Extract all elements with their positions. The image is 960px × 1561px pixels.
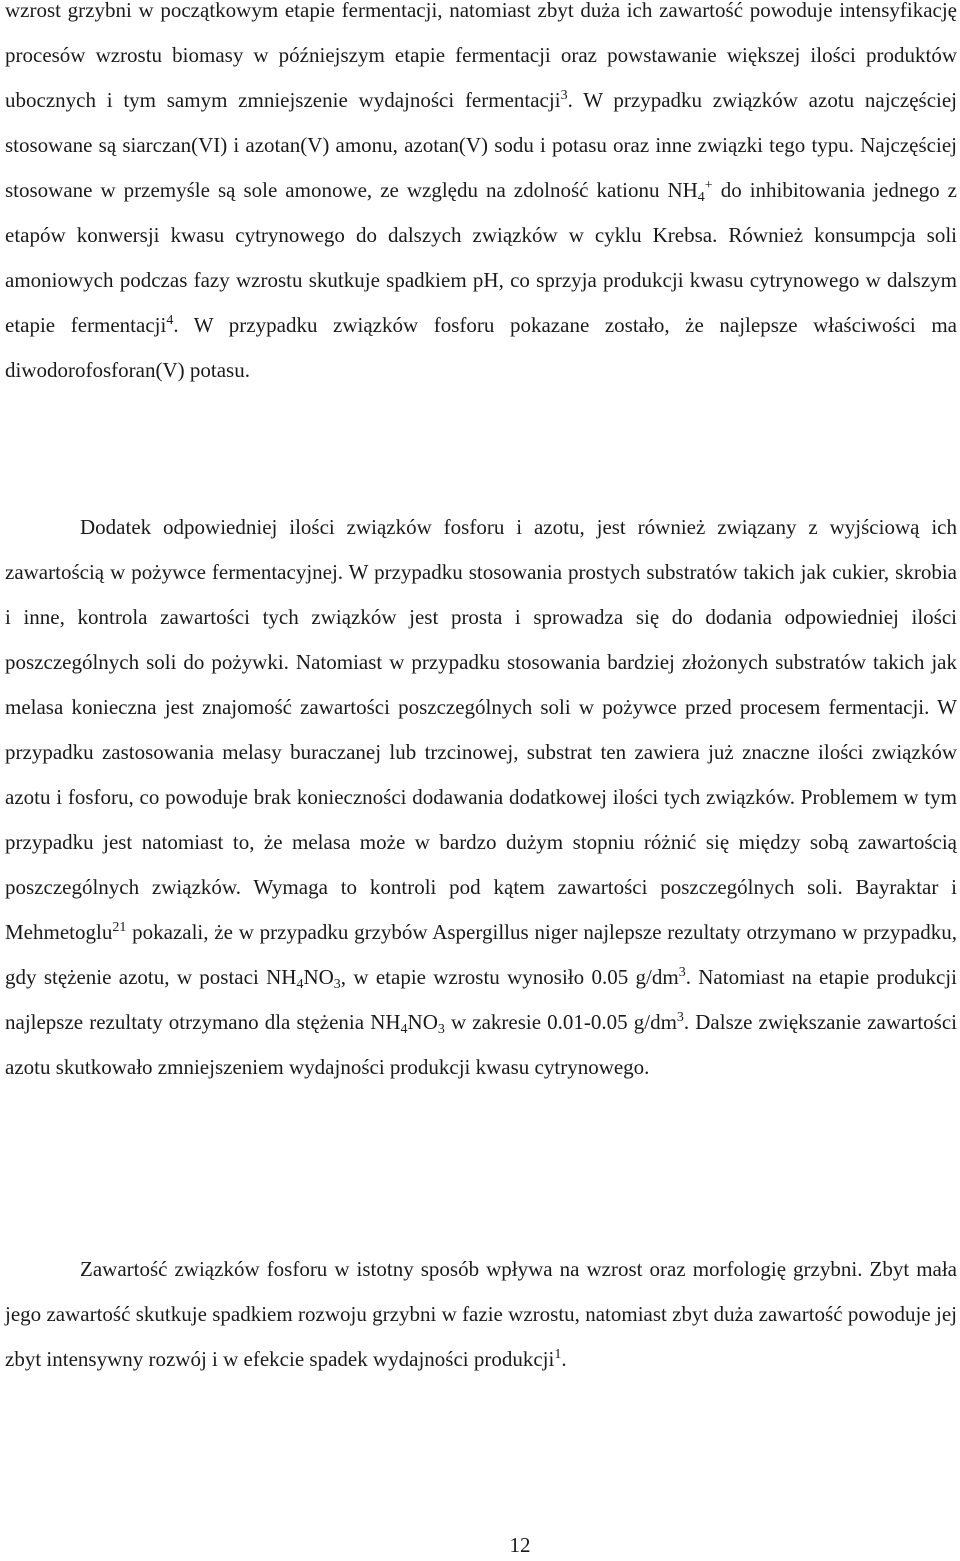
text-span: do inhibitowania jednego z etapów konwersji kwasu cytrynowego do dalszych związków w cyklu Krebsa. Również konsumpcja soli amoniowych podczas fazy wzrostu skutkuje spadkiem pH, co sprzyja produkcji kwasu cytrynowego w dalszym etapie fermentacji (5, 178, 958, 337)
paragraph-3 (5, 1247, 957, 1382)
subscript: 3 (437, 1022, 445, 1037)
page-number: 12 (509, 1533, 531, 1557)
text-span: NO (303, 965, 334, 989)
text-span: Zawartość związków fosforu w istotny sposób wpływa na wzrost oraz morfologię grzybni. Zbyt mała jego zawartość skutkuje spadkiem rozwoju grzybni w fazie wzrostu, natomiast zbyt duża zawartość powoduje jej zbyt intensywny rozwój i w efekcie spadek wydajności produkcji (5, 1257, 957, 1371)
subscript: 3 (333, 977, 341, 992)
superscript: 3 (678, 965, 686, 980)
text-span: w zakresie 0.01-0.05 g/dm (444, 1010, 677, 1034)
text-span: . Dalsze zwiększanie zawartości azotu skutkowało zmniejszeniem wydajności produkcji kwasu cytrynowego. (5, 1010, 957, 1079)
subscript: 4 (697, 190, 705, 205)
reference-superscript: 3 (560, 88, 568, 103)
text-span: pokazali, że w przypadku grzybów Aspergillus niger najlepsze rezultaty otrzymano w przypadku, gdy stężenie azotu, w postaci NH (5, 920, 957, 989)
text-span: . (561, 1347, 567, 1371)
superscript: + (704, 178, 713, 193)
subscript: 4 (400, 1022, 408, 1037)
text-span: NO (407, 1010, 438, 1034)
text-span: . W przypadku związków fosforu pokazane zostało, że najlepsze właściwości ma diwodorofosforan(V) potasu. (5, 313, 957, 382)
superscript: 3 (676, 1010, 684, 1025)
reference-superscript: 1 (554, 1347, 562, 1362)
text-span: Dodatek odpowiedniej ilości związków fosforu i azotu, jest również związany z wyjściową ich zawartością w pożywce fermentacyjnej. W przypadku stosowania prostych substratów takich jak cukier, skrobia i inne, kontrola zawartości tych związków jest prosta i sprowadza się do dodania odpowiedniej ilości poszczególnych soli do pożywki. Natomiast w przypadku stosowania bardziej złożonych substratów takich jak melasa konieczna jest znajomość zawartości poszczególnych soli w pożywce przed procesem fermentacji. W przypadku zastosowania melasy buraczanej lub trzcinowej, substrat ten zawiera już znaczne ilości związków azotu i fosforu, co powoduje brak konieczności dodawania dodatkowej ilości tych związków. Problemem w tym przypadku jest natomiast to, że melasa może w bardzo dużym stopniu różnić się między sobą zawartością poszczególnych związków. Wymaga to kontroli pod kątem zawartości poszczególnych soli. Bayraktar i Mehmetoglu (5, 515, 957, 944)
reference-superscript: 21 (112, 920, 127, 935)
paragraph-2 (5, 505, 957, 1090)
text-span: , w etapie wzrostu wynosiło 0.05 g/dm (340, 965, 679, 989)
paragraph-1 (5, 0, 957, 393)
text-span: . W przypadku związków azotu najczęściej stosowane są siarczan(VI) i azotan(V) amonu, azotan(V) sodu i potasu oraz inne związki tego typu. Najczęściej stosowane w przemyśle są sole amonowe, ze względu na zdolność kationu NH (5, 88, 958, 202)
reference-superscript: 4 (166, 313, 174, 328)
text-span: wzrost grzybni w początkowym etapie fermentacji, natomiast zbyt duża ich zawartość powoduje intensyfikację procesów wzrostu biomasy w późniejszym etapie fermentacji oraz powstawanie większej ilości produktów ubocznych i tym samym zmniejszenie wydajności fermentacji (5, 0, 957, 112)
text-span: . Natomiast na etapie produkcji najlepsze rezultaty otrzymano dla stężenia NH (5, 965, 957, 1034)
subscript: 4 (296, 977, 304, 992)
